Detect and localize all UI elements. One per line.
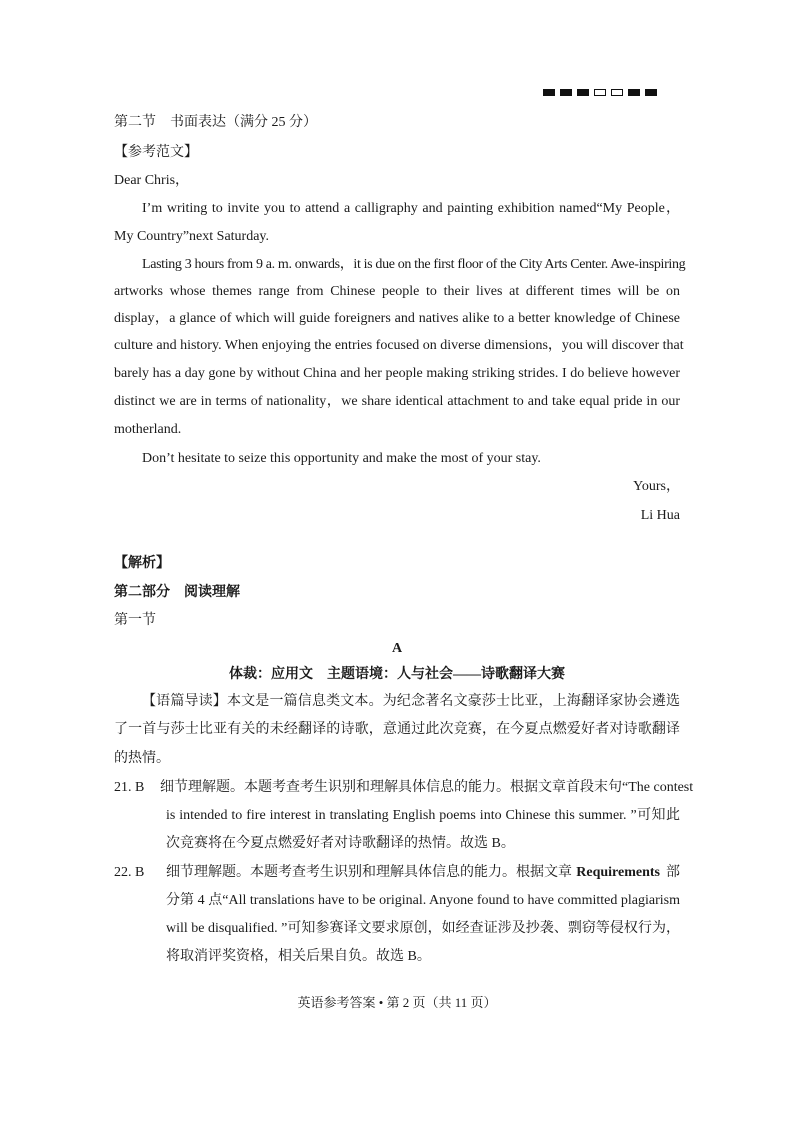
letter-salutation: Dear Chris，	[114, 173, 190, 188]
passage-letter: A	[391, 641, 403, 656]
item-line: 分第 4 点“All translations have to be original. Anyone found to have committed plagiarism	[166, 893, 680, 908]
letter-signature: Li Hua	[640, 508, 680, 523]
item-line: is intended to fire interest in translating English poems into Chinese this summer. ”可知此	[166, 808, 680, 823]
item-line: 次竞赛将在今夏点燃爱好者对诗歌翻译的热情。故选 B。	[166, 836, 515, 851]
guide-line: 的热情。	[114, 751, 170, 766]
item-text: 细节理解题。本题考查考生识别和理解具体信息的能力。根据文章	[166, 865, 572, 880]
letter-p1-line: My Country”next Saturday.	[114, 229, 270, 244]
mark-filled	[628, 89, 640, 96]
letter-p2-line: Lasting 3 hours from 9 a. m. onwards，it is due on the first floor of the City Arts Center. Awe-inspiring	[142, 257, 686, 272]
mark-open	[594, 89, 606, 96]
mark-filled	[543, 89, 555, 96]
analysis-label: 【解析】	[114, 556, 170, 571]
mark-filled	[560, 89, 572, 96]
letter-p2-line: barely has a day gone by without China and her people making striking strides. I do believe however	[114, 366, 680, 381]
item-number: 21. B	[114, 780, 145, 795]
mark-filled	[577, 89, 589, 96]
guide-line: 了一首与莎士比亚有关的未经翻译的诗歌，意通过此次竞赛，在今夏点燃爱好者对诗歌翻译	[114, 722, 680, 737]
item-line: will be disqualified. ”可知参赛译文要求原创，如经查证涉及抄袭、剽窃等侵权行为，	[166, 921, 680, 936]
item-line	[166, 864, 680, 882]
genre-line: 体裁：应用文 主题语境：人与社会——诗歌翻译大赛	[229, 667, 565, 682]
mark-open	[611, 89, 623, 96]
model-essay-label: 【参考范文】	[114, 145, 198, 160]
letter-p1-line: I’m writing to invite you to attend a calligraphy and painting exhibition named“My People，	[142, 201, 680, 216]
letter-p2-line: display，a glance of which will guide foreigners and natives alike to a better knowledge of Chinese	[114, 311, 680, 326]
section-heading: 第二节 书面表达（满分 25 分）	[114, 115, 317, 130]
item-number: 22. B	[114, 865, 145, 880]
section-one: 第一节	[114, 613, 156, 628]
letter-p2-line: culture and history. When enjoying the entries focused on diverse dimensions，you will discover that	[114, 338, 684, 353]
keyword: Requirements	[576, 865, 660, 880]
page-footer: 英语参考答案 • 第 2 页（共 11 页）	[297, 995, 497, 1010]
part-heading: 第二部分 阅读理解	[114, 585, 240, 600]
item-line: 将取消评奖资格，相关后果自负。故选 B。	[166, 949, 431, 964]
letter-p2-line: distinct we are in terms of nationality，we share identical attachment to and take equal pride in our	[114, 394, 680, 409]
letter-p2-line: artworks whose themes range from Chinese people to their lives at different times will be on	[114, 284, 680, 299]
mark-filled	[645, 89, 657, 96]
letter-closing: Yours，	[633, 479, 680, 494]
item-line: 细节理解题。本题考查考生识别和理解具体信息的能力。根据文章首段末句“The contest	[160, 780, 694, 795]
item-text: 部	[666, 865, 680, 880]
header-marks	[543, 89, 657, 96]
letter-p2-line: motherland.	[114, 422, 182, 437]
letter-p3: Don’t hesitate to seize this opportunity and make the most of your stay.	[142, 451, 541, 466]
guide-line: 【语篇导读】本文是一篇信息类文本。为纪念著名文豪莎士比亚，上海翻译家协会遴选	[142, 694, 680, 709]
